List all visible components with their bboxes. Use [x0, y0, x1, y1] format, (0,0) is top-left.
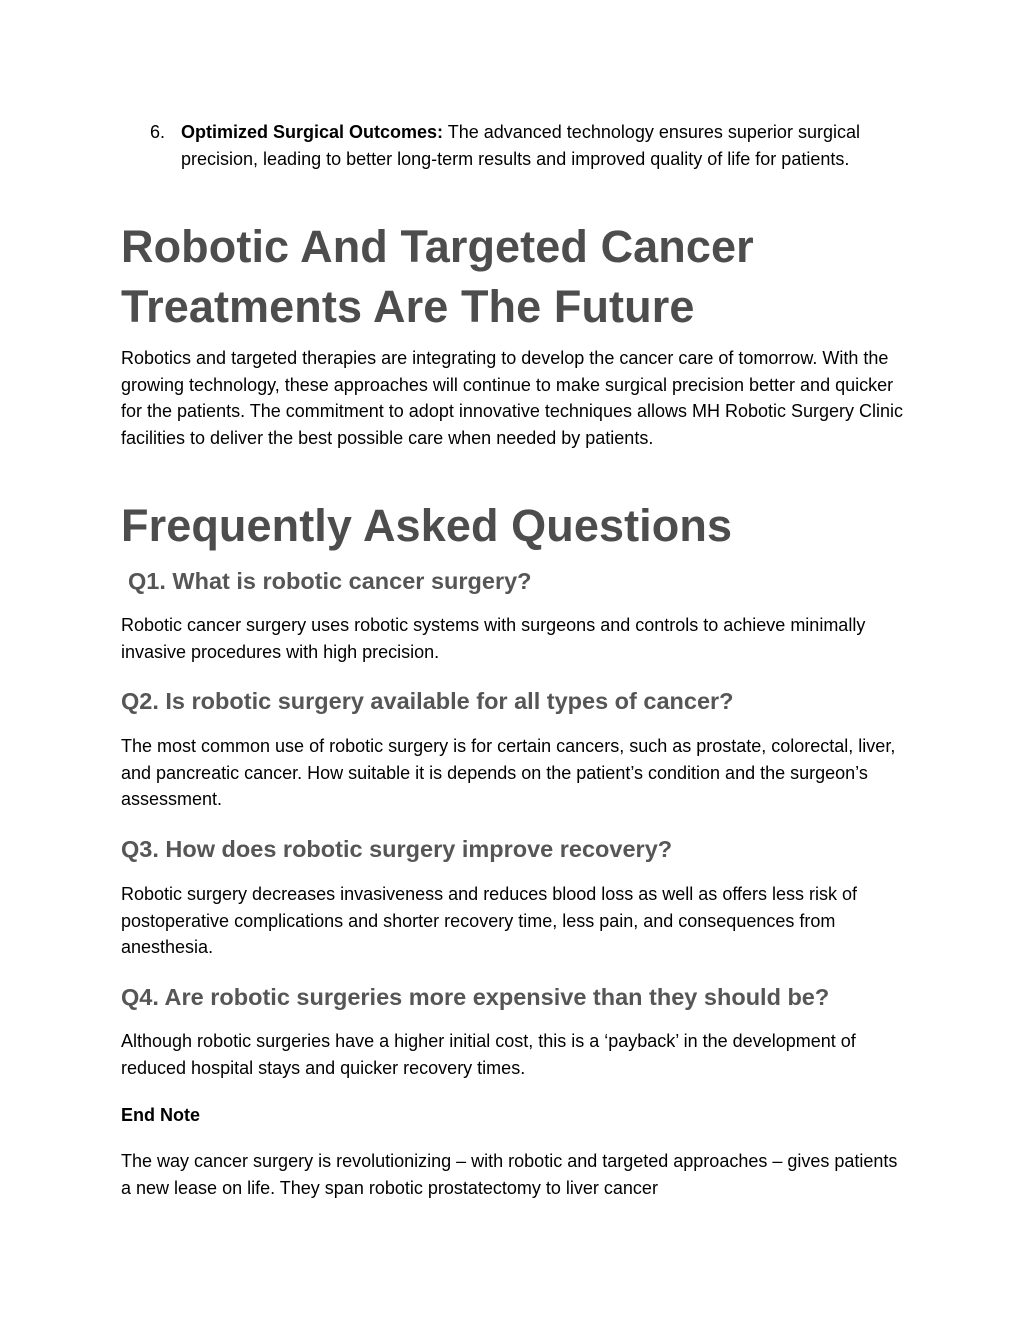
faq-heading: Frequently Asked Questions — [121, 500, 733, 551]
list-number: 6. — [150, 122, 166, 142]
faq-question-3: Q3. How does robotic surgery improve recovery? — [121, 836, 673, 862]
faq-question-2: Q2. Is robotic surgery available for all types of cancer? — [121, 688, 734, 714]
faq-answer-3: Robotic surgery decreases invasiveness and reduces blood loss as well as offers less risk of postoperative complications and shorter recovery time, less pain, and consequences from anesthesia. — [121, 884, 858, 958]
faq-question-1: Q1. What is robotic cancer surgery? — [128, 568, 532, 594]
faq-answer-4: Although robotic surgeries have a higher initial cost, this is a ‘payback’ in the development of reduced hospital stays and quicker recovery times. — [121, 1031, 856, 1078]
faq-answer-1: Robotic cancer surgery uses robotic systems with surgeons and controls to achieve minimally invasive procedures with high precision. — [121, 615, 866, 662]
list-item-description: The advanced technology ensures superior surgical precision, leading to better long-term results and improved quality of life for patients. — [181, 122, 860, 169]
end-note-label: End Note — [121, 1105, 200, 1125]
section-heading-future: Robotic And Targeted Cancer Treatments Are The Future — [121, 221, 754, 332]
end-note-body: The way cancer surgery is revolutionizing – with robotic and targeted approaches – gives patients a new lease on life. They span robotic prostatectomy to liver cancer — [121, 1151, 898, 1198]
section-body-future: Robotics and targeted therapies are integrating to develop the cancer care of tomorrow. With the growing technology, these approaches will continue to make surgical precision better and quicker for the patients. The commitment to adopt innovative techniques allows MH Robotic Surgery Clinic facilities to deliver the best possible care when needed by patients. — [121, 348, 904, 449]
list-item-text — [181, 119, 901, 172]
faq-answer-2: The most common use of robotic surgery is for certain cancers, such as prostate, colorectal, liver, and pancreatic cancer. How suitable it is depends on the patient’s condition and the surgeon’s assessment. — [121, 736, 896, 810]
list-item-bold-label: Optimized Surgical Outcomes: — [181, 122, 444, 142]
faq-question-4: Q4. Are robotic surgeries more expensive than they should be? — [121, 984, 830, 1010]
